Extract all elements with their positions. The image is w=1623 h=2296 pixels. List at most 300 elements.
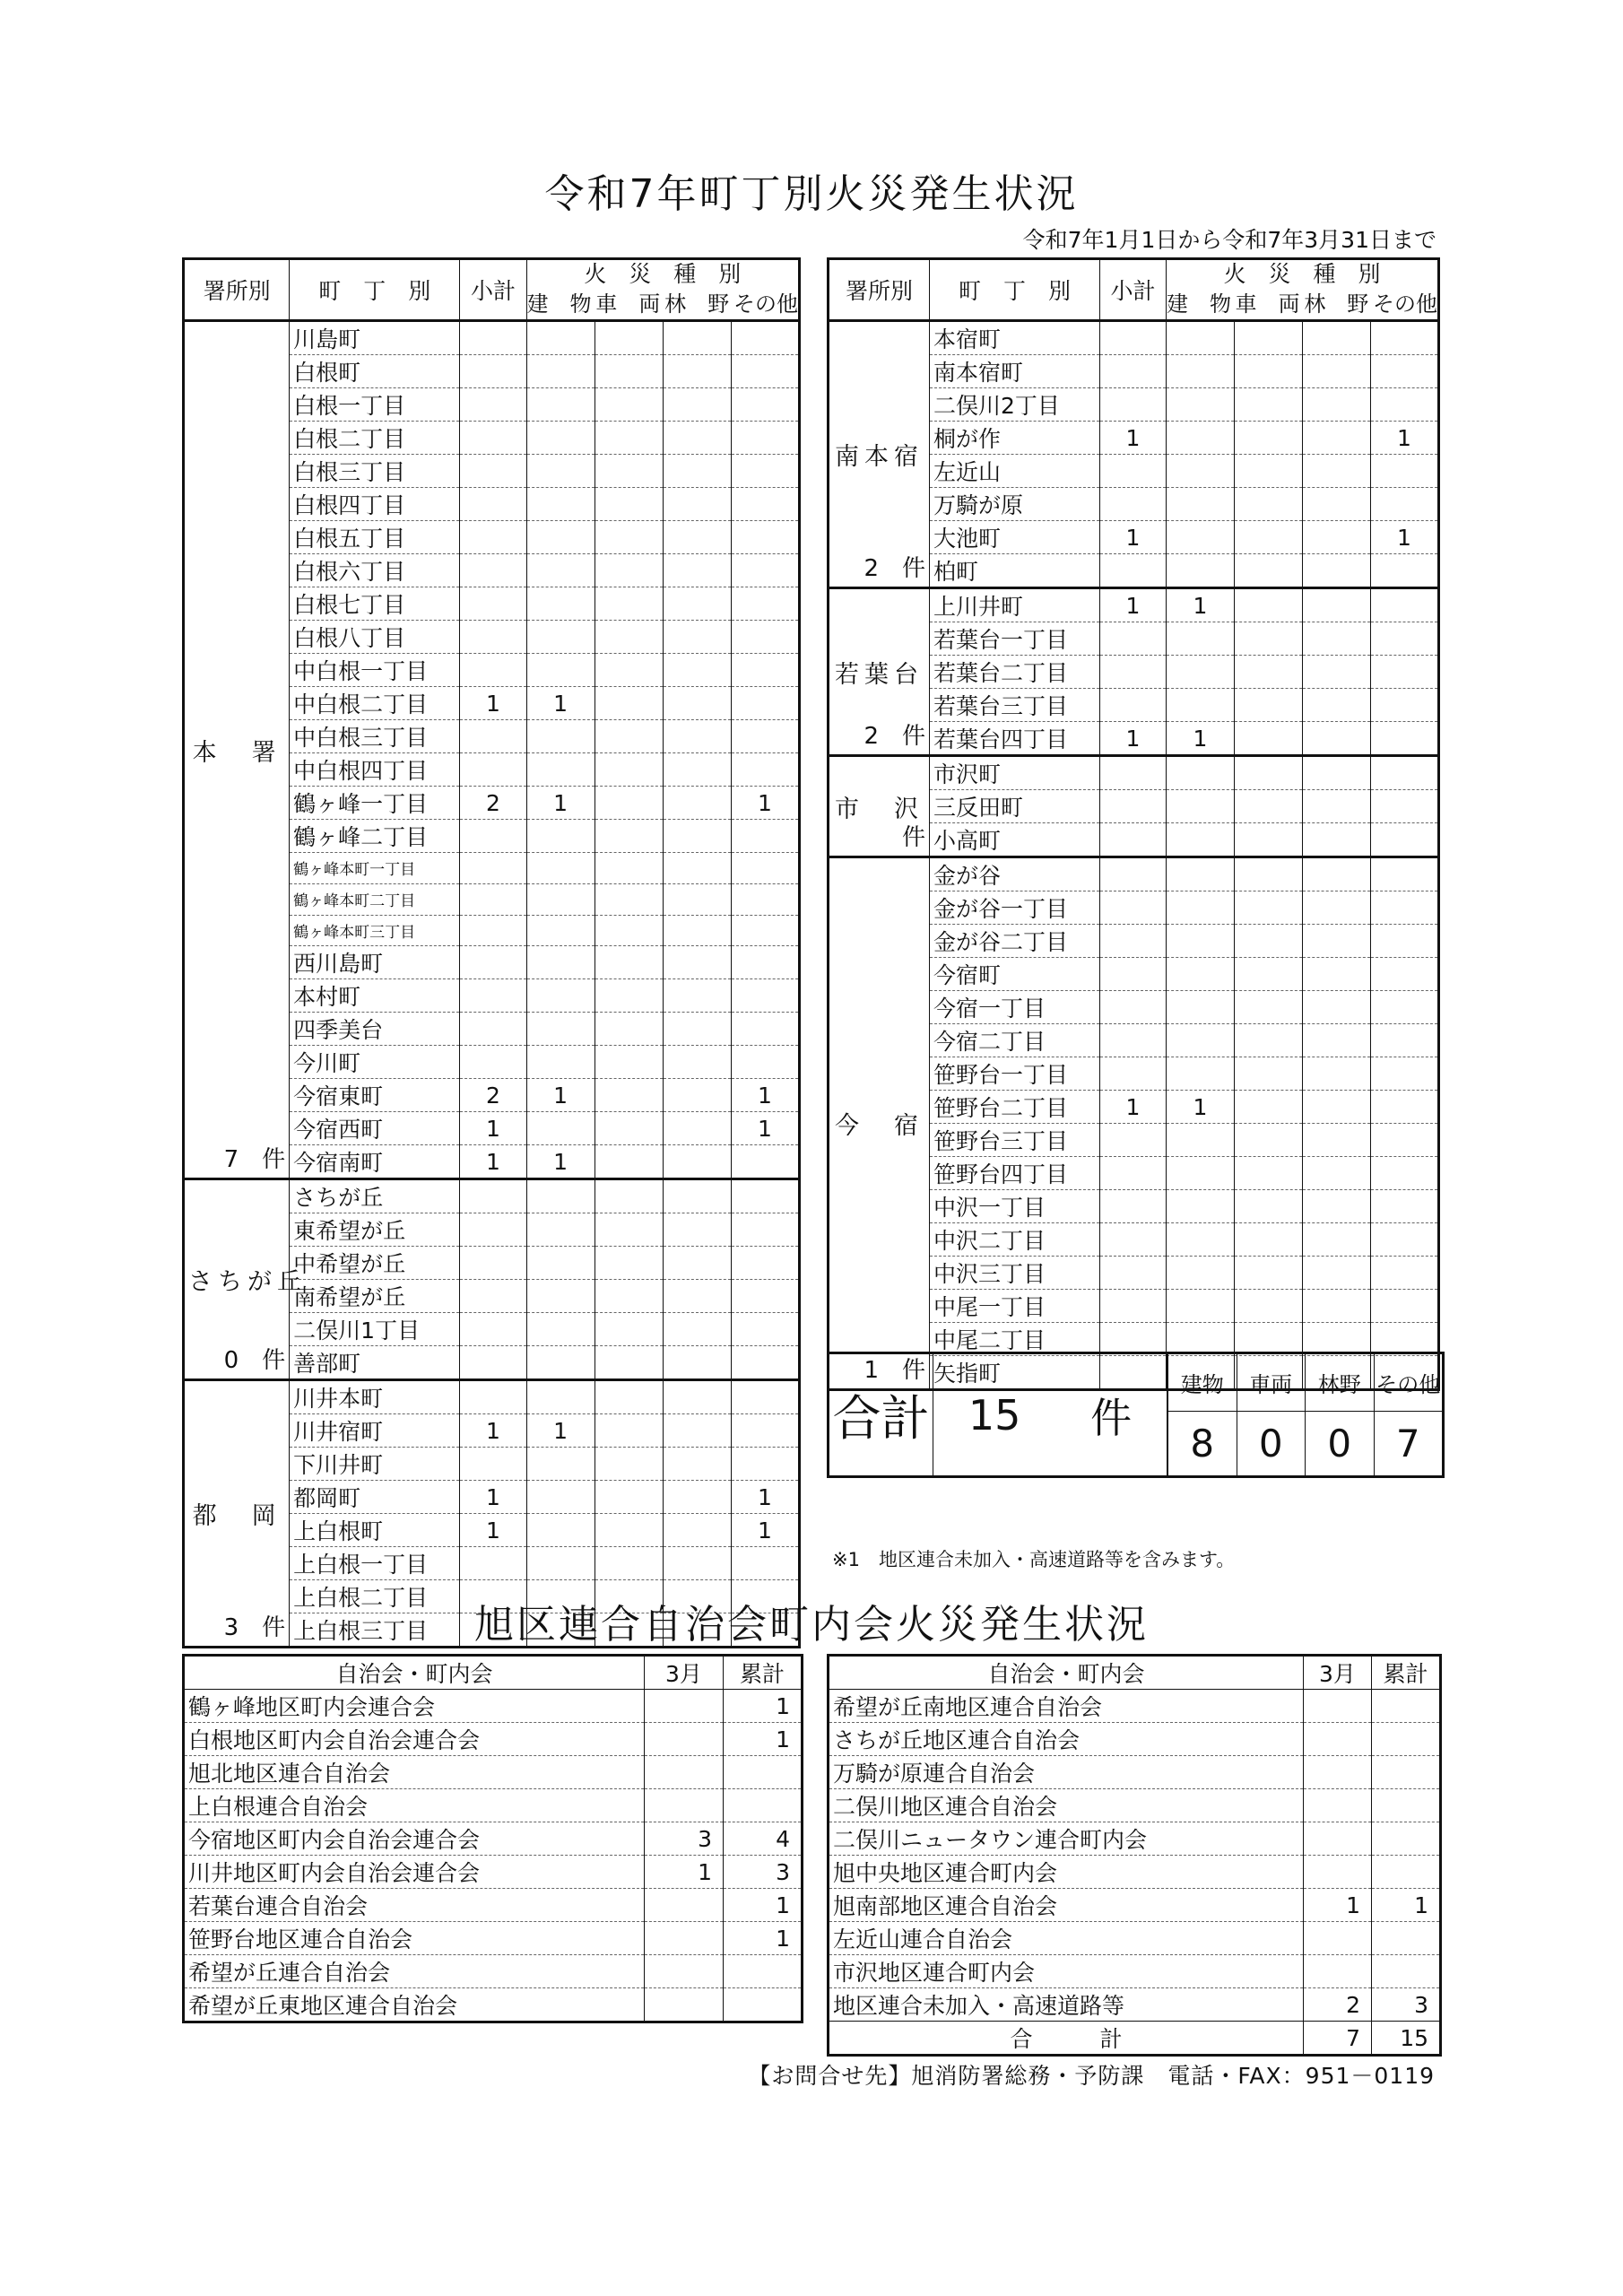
building-cell — [526, 1247, 595, 1280]
town-name: 都岡町 — [290, 1481, 460, 1514]
town-name: 中沢二丁目 — [930, 1223, 1100, 1257]
other-cell — [1371, 388, 1439, 422]
assoc-row — [829, 1955, 1441, 1988]
vehicle-cell — [1235, 689, 1303, 722]
footnote: ※1 地区連合未加入・高速道路等を含みます。 — [832, 1549, 1236, 1570]
town-name: 白根三丁目 — [290, 455, 460, 488]
total-forest: 0 — [1305, 1412, 1374, 1475]
total-header-forest: 林野 — [1305, 1354, 1374, 1412]
subtotal-cell — [460, 554, 526, 587]
forest-cell — [663, 422, 731, 455]
assoc-name: 笹野台地区連合自治会 — [184, 1922, 645, 1955]
assoc-month — [1304, 1955, 1372, 1988]
forest-cell — [663, 1448, 731, 1481]
vehicle-cell — [1235, 455, 1303, 488]
forest-cell — [663, 521, 731, 554]
subtotal-cell: 1 — [460, 1145, 526, 1179]
vehicle-cell — [595, 687, 663, 720]
forest-cell — [663, 979, 731, 1013]
building-cell — [526, 1013, 595, 1046]
subtotal-cell — [460, 1046, 526, 1079]
assoc-header-row — [829, 1656, 1441, 1690]
vehicle-cell — [595, 753, 663, 787]
building-cell — [1167, 823, 1235, 857]
other-cell — [1371, 722, 1439, 756]
building-cell — [1167, 756, 1235, 790]
assoc-row — [184, 1856, 803, 1889]
other-cell: 1 — [731, 1079, 799, 1112]
station-name: 都 岡 — [192, 1502, 282, 1531]
header-other: その他 — [1372, 291, 1437, 317]
subtotal-cell — [1100, 554, 1167, 588]
forest-cell — [1303, 790, 1371, 823]
vehicle-cell — [1235, 588, 1303, 622]
subtotal-cell — [1100, 321, 1167, 355]
assoc-cumulative: 1 — [724, 1889, 803, 1922]
subtotal-cell — [1100, 958, 1167, 991]
header-town: 町 丁 別 — [290, 259, 460, 321]
other-cell — [1371, 1190, 1439, 1223]
forest-cell — [1303, 388, 1371, 422]
other-cell: 1 — [731, 787, 799, 820]
subtotal-cell — [1100, 689, 1167, 722]
assoc-cumulative: 1 — [724, 1723, 803, 1756]
town-name: 南希望が丘 — [290, 1280, 460, 1313]
fire-table-right — [827, 257, 1440, 1391]
forest-cell — [1303, 521, 1371, 554]
contact-info: 【お問合せ先】旭消防署総務・予防課 電話・FAX：951－0119 — [748, 2063, 1435, 2089]
town-name: 白根町 — [290, 355, 460, 388]
forest-cell — [1303, 588, 1371, 622]
assoc-month — [645, 1988, 724, 2022]
vehicle-cell — [1235, 790, 1303, 823]
building-cell — [526, 1346, 595, 1380]
building-cell — [526, 422, 595, 455]
town-name: 笹野台二丁目 — [930, 1091, 1100, 1124]
forest-cell — [663, 946, 731, 979]
forest-cell — [1303, 925, 1371, 958]
building-cell — [1167, 1323, 1235, 1356]
vehicle-cell — [595, 355, 663, 388]
station-cell — [829, 857, 930, 1390]
building-cell — [1167, 554, 1235, 588]
other-cell — [731, 853, 799, 884]
building-cell — [1167, 857, 1235, 891]
table-row — [184, 321, 800, 355]
total-value: 15 — [968, 1390, 1021, 1439]
building-cell — [526, 1046, 595, 1079]
other-cell — [1371, 1057, 1439, 1091]
table-row — [184, 1380, 800, 1414]
other-cell — [731, 820, 799, 853]
vehicle-cell — [1235, 1157, 1303, 1190]
vehicle-cell — [595, 1547, 663, 1580]
assoc-total-month: 7 — [1304, 2022, 1372, 2056]
other-cell — [731, 621, 799, 654]
building-cell — [526, 521, 595, 554]
other-cell — [731, 587, 799, 621]
town-name: 上白根町 — [290, 1514, 460, 1547]
building-cell — [1167, 1057, 1235, 1091]
other-cell: 1 — [731, 1112, 799, 1145]
town-name: 三反田町 — [930, 790, 1100, 823]
subtotal-cell — [460, 1547, 526, 1580]
assoc-month — [1304, 1856, 1372, 1889]
station-count: 3 件 — [223, 1614, 286, 1642]
vehicle-cell — [595, 853, 663, 884]
forest-cell — [663, 1079, 731, 1112]
assoc-row — [829, 1789, 1441, 1822]
other-cell — [1371, 1290, 1439, 1323]
building-cell — [1167, 455, 1235, 488]
forest-cell — [663, 1179, 731, 1213]
other-cell — [1371, 1257, 1439, 1290]
header-station: 署所別 — [829, 259, 930, 321]
subtotal-cell: 2 — [460, 1079, 526, 1112]
town-name: 万騎が原 — [930, 488, 1100, 521]
vehicle-cell — [1235, 388, 1303, 422]
assoc-name: 希望が丘南地区連合自治会 — [829, 1690, 1304, 1723]
subtotal-cell — [1100, 1190, 1167, 1223]
fire-type-label: 火 災 種 別 — [1223, 260, 1381, 287]
assoc-month — [1304, 1756, 1372, 1789]
building-cell — [1167, 355, 1235, 388]
assoc-row — [829, 1988, 1441, 2022]
assoc-row — [829, 1822, 1441, 1856]
other-cell — [1371, 991, 1439, 1024]
other-cell — [731, 355, 799, 388]
building-cell: 1 — [526, 687, 595, 720]
station-count: 2 件 — [864, 555, 925, 582]
total-header-building: 建物 — [1167, 1354, 1237, 1412]
assoc-row — [829, 1922, 1441, 1955]
table-row — [829, 321, 1439, 355]
total-box — [827, 1352, 1445, 1478]
subtotal-cell — [460, 654, 526, 687]
other-cell — [1371, 756, 1439, 790]
subtotal-cell — [460, 587, 526, 621]
town-name: 川島町 — [290, 321, 460, 355]
assoc-row — [829, 1723, 1441, 1756]
town-name: 柏町 — [930, 554, 1100, 588]
subtotal-cell — [460, 621, 526, 654]
other-cell — [1371, 1157, 1439, 1190]
vehicle-cell — [1235, 1091, 1303, 1124]
assoc-row — [829, 1690, 1441, 1723]
assoc-header-cumulative: 累計 — [1372, 1656, 1441, 1690]
building-cell — [526, 355, 595, 388]
station-count: 0 件 — [223, 1347, 286, 1375]
subtotal-cell — [1100, 656, 1167, 689]
forest-cell — [1303, 656, 1371, 689]
building-cell: 1 — [526, 1414, 595, 1448]
header-fire-type — [526, 259, 799, 321]
building-cell — [526, 1514, 595, 1547]
vehicle-cell — [595, 1247, 663, 1280]
assoc-month — [645, 1922, 724, 1955]
vehicle-cell — [1235, 521, 1303, 554]
town-name: 本村町 — [290, 979, 460, 1013]
forest-cell — [1303, 823, 1371, 857]
assoc-row — [829, 1856, 1441, 1889]
other-cell — [1371, 656, 1439, 689]
assoc-cumulative — [1372, 1723, 1441, 1756]
forest-cell — [1303, 355, 1371, 388]
assoc-month — [645, 1789, 724, 1822]
other-cell — [1371, 925, 1439, 958]
header-fire-type — [1167, 259, 1439, 321]
town-name: 白根七丁目 — [290, 587, 460, 621]
town-name: 鶴ヶ峰本町三丁目 — [290, 915, 460, 946]
other-cell: 1 — [1371, 521, 1439, 554]
vehicle-cell — [595, 1280, 663, 1313]
forest-cell — [663, 554, 731, 587]
town-name: 鶴ヶ峰二丁目 — [290, 820, 460, 853]
town-name: 今川町 — [290, 1046, 460, 1079]
table-row — [829, 756, 1439, 790]
assoc-header-cumulative: 累計 — [724, 1656, 803, 1690]
subtotal-cell: 1 — [1100, 588, 1167, 622]
building-cell: 1 — [526, 787, 595, 820]
assoc-cumulative — [1372, 1922, 1441, 1955]
forest-cell — [663, 1112, 731, 1145]
town-name: 若葉台四丁目 — [930, 722, 1100, 756]
vehicle-cell — [595, 321, 663, 355]
assoc-header-row — [184, 1656, 803, 1690]
subtotal-cell — [460, 321, 526, 355]
subtotal-cell: 1 — [1100, 422, 1167, 455]
subtotal-cell — [1100, 1057, 1167, 1091]
town-name: 四季美台 — [290, 1013, 460, 1046]
subtotal-cell — [1100, 355, 1167, 388]
assoc-cumulative — [1372, 1856, 1441, 1889]
forest-cell — [663, 720, 731, 753]
other-cell — [1371, 622, 1439, 656]
building-cell — [1167, 521, 1235, 554]
station-name: 南本宿 — [835, 443, 924, 471]
total-value-cell — [933, 1354, 1167, 1475]
subtotal-cell: 1 — [460, 1414, 526, 1448]
forest-cell — [663, 654, 731, 687]
subtotal-cell — [1100, 455, 1167, 488]
town-name: 中白根三丁目 — [290, 720, 460, 753]
other-cell — [1371, 321, 1439, 355]
assoc-name: さちが丘地区連合自治会 — [829, 1723, 1304, 1756]
vehicle-cell — [1235, 1190, 1303, 1223]
town-name: 二俣川1丁目 — [290, 1313, 460, 1346]
other-cell — [731, 915, 799, 946]
station-count: 2 件 — [864, 723, 925, 750]
forest-cell — [663, 621, 731, 654]
forest-cell — [663, 388, 731, 422]
table-row — [829, 588, 1439, 622]
forest-cell — [663, 1380, 731, 1414]
other-cell — [731, 1346, 799, 1380]
assoc-name: 鶴ヶ峰地区町内会連合会 — [184, 1690, 645, 1723]
town-name: 中白根一丁目 — [290, 654, 460, 687]
subtotal-cell — [460, 388, 526, 422]
page-title: 令和7年町丁別火災発生状況 — [544, 171, 1079, 217]
total-label: 合計 — [829, 1354, 933, 1475]
vehicle-cell — [595, 554, 663, 587]
other-cell — [731, 1046, 799, 1079]
subtotal-cell — [460, 853, 526, 884]
town-name: 小高町 — [930, 823, 1100, 857]
subtotal-cell: 2 — [460, 787, 526, 820]
forest-cell — [663, 687, 731, 720]
building-cell — [526, 1448, 595, 1481]
town-name: 川井宿町 — [290, 1414, 460, 1448]
subtotal-cell: 1 — [1100, 722, 1167, 756]
other-cell — [1371, 554, 1439, 588]
building-cell — [1167, 1124, 1235, 1157]
town-name: 白根一丁目 — [290, 388, 460, 422]
station-count: 7 件 — [223, 1146, 286, 1174]
total-other: 7 — [1374, 1412, 1443, 1475]
building-cell — [1167, 656, 1235, 689]
building-cell — [1167, 925, 1235, 958]
assoc-table-right — [827, 1654, 1442, 2057]
town-name: 桐が作 — [930, 422, 1100, 455]
subtotal-cell — [460, 1448, 526, 1481]
town-name: 本宿町 — [930, 321, 1100, 355]
header-other: その他 — [733, 291, 798, 317]
assoc-row — [184, 1955, 803, 1988]
vehicle-cell — [595, 1514, 663, 1547]
header-forest: 林 野 — [664, 291, 730, 317]
assoc-header-name: 自治会・町内会 — [184, 1656, 645, 1690]
building-cell — [1167, 622, 1235, 656]
assoc-total-row — [829, 2022, 1441, 2056]
header-forest: 林 野 — [1304, 291, 1369, 317]
vehicle-cell — [1235, 891, 1303, 925]
assoc-name: 二俣川ニュータウン連合町内会 — [829, 1822, 1304, 1856]
other-cell — [1371, 1024, 1439, 1057]
vehicle-cell — [595, 587, 663, 621]
forest-cell — [1303, 554, 1371, 588]
header-station: 署所別 — [184, 259, 290, 321]
station-name: 若葉台 — [835, 660, 924, 689]
forest-cell — [1303, 321, 1371, 355]
forest-cell — [1303, 1257, 1371, 1290]
station-name: 今 宿 — [835, 1112, 924, 1140]
vehicle-cell — [1235, 756, 1303, 790]
town-name: 二俣川2丁目 — [930, 388, 1100, 422]
subtotal-cell: 1 — [460, 687, 526, 720]
assoc-cumulative: 4 — [724, 1822, 803, 1856]
building-cell — [1167, 689, 1235, 722]
town-name: 中白根四丁目 — [290, 753, 460, 787]
other-cell — [731, 488, 799, 521]
other-cell — [731, 753, 799, 787]
other-cell — [731, 1247, 799, 1280]
forest-cell — [663, 355, 731, 388]
assoc-cumulative — [724, 1789, 803, 1822]
forest-cell — [663, 820, 731, 853]
vehicle-cell — [1235, 1024, 1303, 1057]
subtotal-cell — [460, 1179, 526, 1213]
vehicle-cell — [1235, 722, 1303, 756]
subtotal-cell — [460, 1380, 526, 1414]
town-name: 笹野台三丁目 — [930, 1124, 1100, 1157]
other-cell — [1371, 588, 1439, 622]
subtotal-cell — [1100, 1290, 1167, 1323]
other-cell — [731, 687, 799, 720]
forest-cell — [1303, 488, 1371, 521]
subtotal-cell — [1100, 622, 1167, 656]
town-name: 若葉台二丁目 — [930, 656, 1100, 689]
building-cell — [526, 488, 595, 521]
other-cell — [1371, 891, 1439, 925]
assoc-month — [1304, 1822, 1372, 1856]
assoc-header-month: 3月 — [645, 1656, 724, 1690]
header-town: 町 丁 別 — [930, 259, 1100, 321]
town-name: 矢指町 — [930, 1356, 1100, 1390]
subtotal-cell — [460, 1280, 526, 1313]
subtotal-cell — [1100, 1157, 1167, 1190]
other-cell — [731, 1414, 799, 1448]
building-cell — [1167, 1024, 1235, 1057]
subtotal-cell — [1100, 1323, 1167, 1356]
assoc-header-name: 自治会・町内会 — [829, 1656, 1304, 1690]
town-name: 上白根一丁目 — [290, 1547, 460, 1580]
assoc-month — [1304, 1789, 1372, 1822]
assoc-name: 希望が丘東地区連合自治会 — [184, 1988, 645, 2022]
subtotal-cell — [460, 946, 526, 979]
other-cell — [731, 883, 799, 915]
town-name: 西川島町 — [290, 946, 460, 979]
subtotal-cell — [460, 455, 526, 488]
town-name: 鶴ヶ峰本町二丁目 — [290, 883, 460, 915]
building-cell — [526, 946, 595, 979]
town-name: 白根四丁目 — [290, 488, 460, 521]
vehicle-cell — [595, 1046, 663, 1079]
subtotal-cell — [460, 979, 526, 1013]
assoc-cumulative — [1372, 1822, 1441, 1856]
town-name: さちが丘 — [290, 1179, 460, 1213]
station-cell — [829, 321, 930, 588]
vehicle-cell — [595, 1179, 663, 1213]
town-name: 東希望が丘 — [290, 1213, 460, 1247]
town-name: 川井本町 — [290, 1380, 460, 1414]
header-vehicle: 車 両 — [595, 291, 661, 317]
building-cell — [1167, 1257, 1235, 1290]
town-name: 今宿町 — [930, 958, 1100, 991]
building-cell — [1167, 1157, 1235, 1190]
assoc-cumulative: 1 — [724, 1690, 803, 1723]
town-name: 若葉台一丁目 — [930, 622, 1100, 656]
vehicle-cell — [1235, 554, 1303, 588]
vehicle-cell — [595, 654, 663, 687]
table-header-row — [184, 259, 800, 321]
forest-cell — [663, 1213, 731, 1247]
assoc-month — [645, 1889, 724, 1922]
station-name: 市 沢 — [835, 795, 924, 823]
town-name: 金が谷二丁目 — [930, 925, 1100, 958]
vehicle-cell — [1235, 958, 1303, 991]
assoc-title: 旭区連合自治会町内会火災発生状況 — [474, 1602, 1149, 1648]
town-name: 中尾二丁目 — [930, 1323, 1100, 1356]
subtotal-cell — [460, 355, 526, 388]
building-cell — [526, 388, 595, 422]
town-name: 上白根三丁目 — [290, 1613, 460, 1648]
assoc-month — [1304, 1690, 1372, 1723]
assoc-row — [184, 1723, 803, 1756]
other-cell: 1 — [1371, 422, 1439, 455]
assoc-cumulative: 1 — [724, 1922, 803, 1955]
subtotal-cell — [1100, 925, 1167, 958]
table-row — [184, 1179, 800, 1213]
